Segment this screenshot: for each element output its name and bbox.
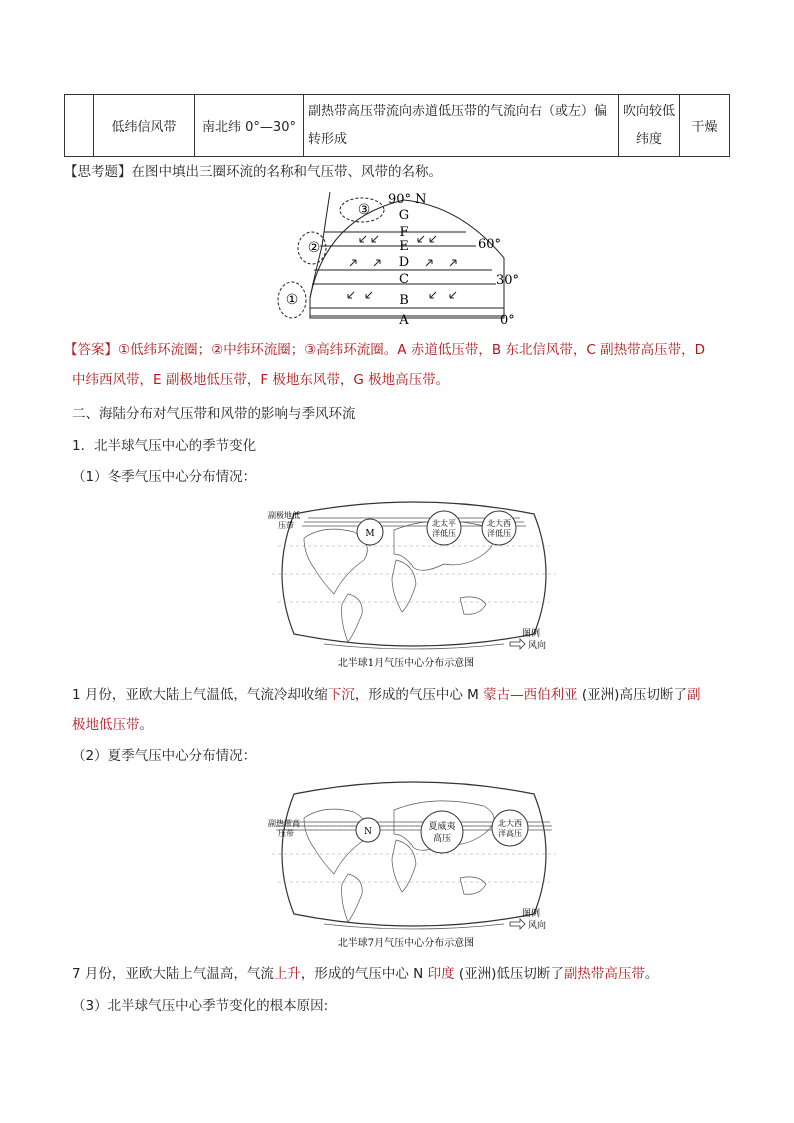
jul-answer: 副热带高压带 bbox=[563, 966, 645, 982]
belt-label: B bbox=[399, 293, 409, 308]
july-map-svg bbox=[264, 774, 564, 952]
table-row bbox=[65, 95, 730, 157]
hawaii-high-label: 高压 bbox=[432, 834, 452, 844]
circulation-svg bbox=[266, 188, 520, 330]
latitude-label: 30° bbox=[496, 273, 520, 288]
subtropical-high-label: 压带 bbox=[278, 829, 294, 838]
wind-arrow-icon bbox=[510, 919, 525, 929]
subsection-item: （1）冬季气压中心分布情况： bbox=[72, 469, 257, 485]
jan-text: ，形成的气压中心 M bbox=[354, 687, 484, 703]
section-heading: 二、海陆分布对气压带和风带的影响与季风环流 bbox=[72, 406, 356, 422]
legend-item: 风向 bbox=[528, 641, 547, 651]
table-cell-cause: 副热带高压带流向赤道低压带的气流向右（或左）偏转形成 bbox=[304, 95, 619, 157]
subpolar-low-label: 压带 bbox=[278, 521, 294, 530]
jan-answer: 下沉 bbox=[327, 687, 355, 703]
pressure-center-n: N bbox=[364, 827, 372, 837]
pacific-low-label: 洋低压 bbox=[432, 529, 456, 538]
legend-item: 风向 bbox=[528, 921, 547, 931]
jul-answer: 上升 bbox=[273, 966, 301, 982]
table-cell-direction bbox=[619, 95, 680, 157]
belt-label: A bbox=[399, 313, 409, 328]
latitude-label: 90° N bbox=[388, 192, 427, 207]
belt-label: C bbox=[399, 272, 409, 287]
jan-answer: 副 bbox=[686, 687, 701, 703]
answer-tag: 【答案】 bbox=[64, 342, 118, 358]
atlantic-high-label: 洋高压 bbox=[498, 829, 522, 838]
question-tag: 【思考题】 bbox=[64, 164, 132, 180]
pressure-center-m: M bbox=[365, 529, 375, 539]
july-pressure-map bbox=[264, 774, 564, 952]
july-paragraph bbox=[72, 964, 658, 984]
cell-number: ② bbox=[307, 240, 321, 256]
subsection-heading: 1．北半球气压中心的季节变化 bbox=[72, 438, 257, 454]
circulation-diagram bbox=[266, 188, 520, 330]
atlantic-low-label: 洋低压 bbox=[487, 529, 511, 538]
question-text: 在图中填出三圈环流的名称和气压带、风带的名称。 bbox=[131, 164, 442, 180]
jul-text: 7 月份，亚欧大陆上气温高，气流 bbox=[72, 966, 274, 982]
map-caption: 北半球7月气压中心分布示意图 bbox=[337, 938, 475, 949]
pacific-low-label: 北太平 bbox=[432, 519, 456, 528]
january-paragraph-line-1 bbox=[72, 685, 700, 705]
subsection-item: （2）夏季气压中心分布情况： bbox=[72, 748, 257, 764]
wind-belt-table bbox=[64, 94, 730, 157]
jan-text: 。 bbox=[139, 717, 153, 733]
january-paragraph-line-2 bbox=[72, 715, 153, 735]
hawaii-high-label: 夏威夷 bbox=[428, 822, 456, 832]
jul-answer: 印度 bbox=[427, 966, 455, 982]
question-line bbox=[64, 162, 442, 182]
latitude-label: 0° bbox=[500, 313, 515, 328]
jan-answer: 蒙古—西伯利亚 bbox=[483, 687, 578, 703]
january-pressure-map bbox=[264, 494, 564, 672]
subtropical-high-label: 副热带高 bbox=[268, 819, 300, 828]
atlantic-low-label: 北大西 bbox=[487, 519, 511, 528]
belt-label: D bbox=[398, 255, 410, 270]
legend-title: 图例 bbox=[522, 629, 541, 639]
subpolar-low-label: 副极地低 bbox=[268, 511, 300, 520]
latitude-label: 60° bbox=[478, 237, 502, 252]
answer-line-1 bbox=[64, 340, 705, 360]
jul-text: (亚洲)低压切断了 bbox=[454, 966, 564, 982]
cell-number: ① bbox=[285, 292, 299, 308]
belt-label: F bbox=[399, 225, 409, 240]
jan-text: (亚洲)高压切断了 bbox=[577, 687, 687, 703]
cell-number: ③ bbox=[357, 202, 371, 218]
belt-label: E bbox=[399, 239, 409, 254]
table-cell-humidity: 干燥 bbox=[680, 95, 730, 157]
belt-label: G bbox=[398, 208, 410, 223]
subsection-item: （3）北半球气压中心季节变化的根本原因: bbox=[72, 998, 329, 1014]
jan-answer: 极地低压带 bbox=[72, 717, 140, 733]
answer-line-2: 中纬西风带，E 副极地低压带，F 极地东风带，G 极地高压带。 bbox=[72, 372, 450, 388]
january-map-svg bbox=[264, 494, 564, 672]
table-cell-range: 南北纬 0°—30° bbox=[195, 95, 304, 157]
legend-title: 图例 bbox=[522, 909, 541, 919]
atlantic-high-label: 北大西 bbox=[498, 819, 522, 828]
direction-text: 吹向较低纬度 bbox=[623, 103, 676, 147]
table-cell-blank bbox=[65, 95, 94, 157]
jul-text: 。 bbox=[644, 966, 659, 982]
answer-text-1: ①低纬环流圈；②中纬环流圈；③高纬环流圈。A 赤道低压带，B 东北信风带，C 副热带高压带，D bbox=[118, 342, 705, 358]
table-cell-belt: 低纬信风带 bbox=[94, 95, 195, 157]
jul-text: ，形成的气压中心 N bbox=[300, 966, 428, 982]
jan-text: 1 月份，亚欧大陆上气温低，气流冷却收缩 bbox=[72, 687, 328, 703]
map-caption: 北半球1月气压中心分布示意图 bbox=[337, 658, 475, 669]
wind-arrow-icon bbox=[510, 639, 525, 649]
